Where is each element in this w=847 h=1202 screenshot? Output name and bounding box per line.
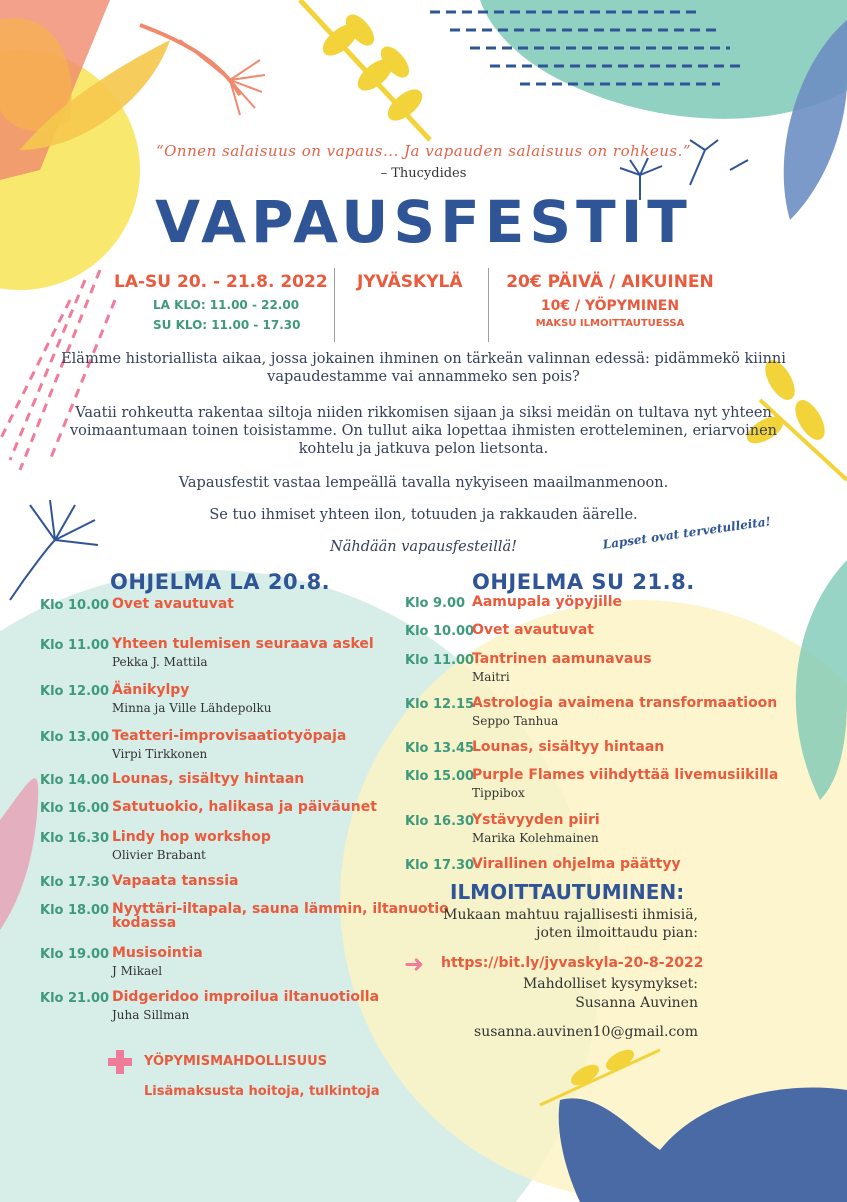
schedule-event: Äänikylpy: [112, 682, 190, 698]
schedule-time: Klo 11.00: [405, 653, 475, 668]
schedule-performer: Pekka J. Mattila: [112, 655, 208, 669]
page-title: VAPAUSFESTIT: [155, 188, 692, 256]
intro-paragraph-2: Vaatii rohkeutta rakentaa siltoja niiden rikkomisen sijaan ja siksi meidän on tultava nyt yhteen voimaantumaan toinen toisistamme. On tullut aika lopettaa ihmisten erotteleminen, eriarvoinen kohtelu ja jatkuva pelon lietsonta.: [69, 405, 778, 457]
schedule-row: [405, 653, 825, 687]
schedule-time: Klo 21.00: [40, 991, 110, 1006]
registration-line-1: Mukaan mahtuu rajallisesti ihmisiä,: [443, 907, 698, 923]
schedule-performer: Juha Sillman: [112, 1008, 190, 1022]
questions-label: Mahdolliset kysymykset:: [522, 976, 698, 992]
schedule-performer: J Mikael: [112, 964, 163, 978]
schedule-event: Nyyttäri-iltapala, sauna lämmin, iltanuotio: [112, 901, 449, 917]
info-divider-2: [488, 268, 489, 342]
schedule-event: Virallinen ohjelma päättyy: [472, 856, 681, 872]
saturday-program-heading: OHJELMA LA 20.8.: [110, 570, 331, 594]
schedule-time: Klo 17.30: [40, 875, 110, 890]
header-quote: “Onnen salaisuus on vapaus... Ja vapauden salaisuus on rohkeus.”: [155, 142, 692, 160]
registration-line-2: joten ilmoittaudu pian:: [536, 925, 698, 941]
schedule-row: [40, 598, 460, 632]
intro-paragraph-1: Elämme historiallista aikaa, jossa jokainen ihminen on tärkeän valinnan edessä: pidämmekö kiinni vapaudestamme vai annammeko sen pois?: [61, 351, 786, 385]
info-divider-1: [334, 268, 335, 342]
contact-email[interactable]: susanna.auvinen10@gmail.com: [474, 1024, 698, 1040]
schedule-time: Klo 13.45: [405, 741, 475, 756]
schedule-event: Purple Flames viihdyttää livemusiikilla: [472, 767, 779, 783]
schedule-row: [40, 638, 460, 672]
registration-heading: ILMOITTAUTUMINEN:: [450, 880, 685, 904]
schedule-time: Klo 15.00: [405, 769, 475, 784]
schedule-time: Klo 10.00: [40, 598, 110, 613]
schedule-performer: Olivier Brabant: [112, 848, 206, 862]
schedule-row: [40, 684, 460, 718]
schedule-time: Klo 16.00: [40, 801, 110, 816]
schedule-row: [40, 903, 460, 937]
schedule-event: Didgeridoo improilua iltanuotiolla: [112, 989, 380, 1005]
sunday-program-heading: OHJELMA SU 21.8.: [472, 570, 695, 594]
schedule-time: Klo 12.00: [40, 684, 110, 699]
schedule-event: Aamupala yöpyjille: [472, 594, 623, 610]
schedule-event: Vapaata tanssia: [112, 873, 239, 889]
schedule-time: Klo 16.30: [40, 831, 110, 846]
schedule-performer: Tippibox: [472, 786, 525, 800]
schedule-event: Satutuokio, halikasa ja päiväunet: [112, 799, 377, 815]
schedule-row: [40, 991, 460, 1025]
kids-welcome-note: Lapset ovat tervetulleita!: [601, 514, 772, 552]
schedule-row: [40, 730, 460, 764]
sunday-hours: SU KLO: 11.00 - 17.30: [153, 318, 301, 332]
schedule-time: Klo 9.00: [405, 596, 466, 611]
schedule-event: Ystävyyden piiri: [472, 812, 600, 828]
schedule-event: Yhteen tulemisen seuraava askel: [112, 636, 374, 652]
event-dates: LA-SU 20. - 21.8. 2022: [114, 272, 328, 292]
schedule-time: Klo 17.30: [405, 858, 475, 873]
intro-paragraph-4: Se tuo ihmiset yhteen ilon, totuuden ja rakkauden äärelle.: [209, 507, 638, 523]
schedule-row: [405, 769, 825, 803]
schedule-event: Lounas, sisältyy hintaan: [112, 771, 305, 787]
schedule-time: Klo 16.30: [405, 814, 475, 829]
schedule-time: Klo 19.00: [40, 947, 110, 962]
schedule-time: Klo 10.00: [405, 624, 475, 639]
intro-paragraph-3: Vapausfestit vastaa lempeällä tavalla nykyiseen maailmanmenoon.: [178, 475, 669, 491]
schedule-event: Teatteri-improvisaatiotyöpaja: [112, 728, 347, 744]
saturday-hours: LA KLO: 11.00 - 22.00: [153, 298, 300, 312]
event-city: JYVÄSKYLÄ: [357, 272, 463, 292]
schedule-row: [40, 947, 460, 981]
schedule-performer: Maitri: [472, 670, 510, 684]
schedule-event: Musisointia: [112, 945, 203, 961]
schedule-event: Ovet avautuvat: [112, 596, 235, 612]
contact-name: Susanna Auvinen: [575, 995, 698, 1011]
schedule-event: Lindy hop workshop: [112, 829, 271, 845]
schedule-performer: Seppo Tanhua: [472, 714, 559, 728]
schedule-row: [405, 697, 825, 731]
schedule-time: Klo 11.00: [40, 638, 110, 653]
payment-note: MAKSU ILMOITTAUTUESSA: [535, 318, 685, 329]
schedule-performer: Marika Kolehmainen: [472, 831, 599, 845]
price-night: 10€ / YÖPYMINEN: [540, 298, 680, 314]
schedule-event: Lounas, sisältyy hintaan: [472, 739, 665, 755]
schedule-event-continued: kodassa: [112, 915, 177, 931]
schedule-time: Klo 12.15: [405, 697, 475, 712]
schedule-event: Astrologia avaimena transformaatioon: [472, 695, 778, 711]
schedule-time: Klo 18.00: [40, 903, 110, 918]
price-day: 20€ PÄIVÄ / AIKUINEN: [506, 272, 714, 292]
intro-paragraph-5: Nähdään vapausfesteillä!: [330, 539, 517, 555]
schedule-event: Tantrinen aamunavaus: [472, 651, 652, 667]
schedule-time: Klo 14.00: [40, 773, 110, 788]
quote-author: – Thucydides: [380, 166, 467, 181]
schedule-performer: Virpi Tirkkonen: [112, 747, 208, 761]
registration-link[interactable]: https://bit.ly/jyvaskyla-20-8-2022: [441, 955, 704, 971]
arrow-right-icon: ➜: [404, 950, 425, 978]
schedule-row: [405, 814, 825, 848]
lodging-title: YÖPYMISMAHDOLLISUUS: [144, 1054, 328, 1069]
schedule-time: Klo 13.00: [40, 730, 110, 745]
plus-icon: [106, 1048, 134, 1080]
schedule-performer: Minna ja Ville Lähdepolku: [112, 701, 272, 715]
lodging-extra: Lisämaksusta hoitoja, tulkintoja: [144, 1084, 380, 1099]
schedule-row: [40, 831, 460, 865]
schedule-event: Ovet avautuvat: [472, 622, 595, 638]
